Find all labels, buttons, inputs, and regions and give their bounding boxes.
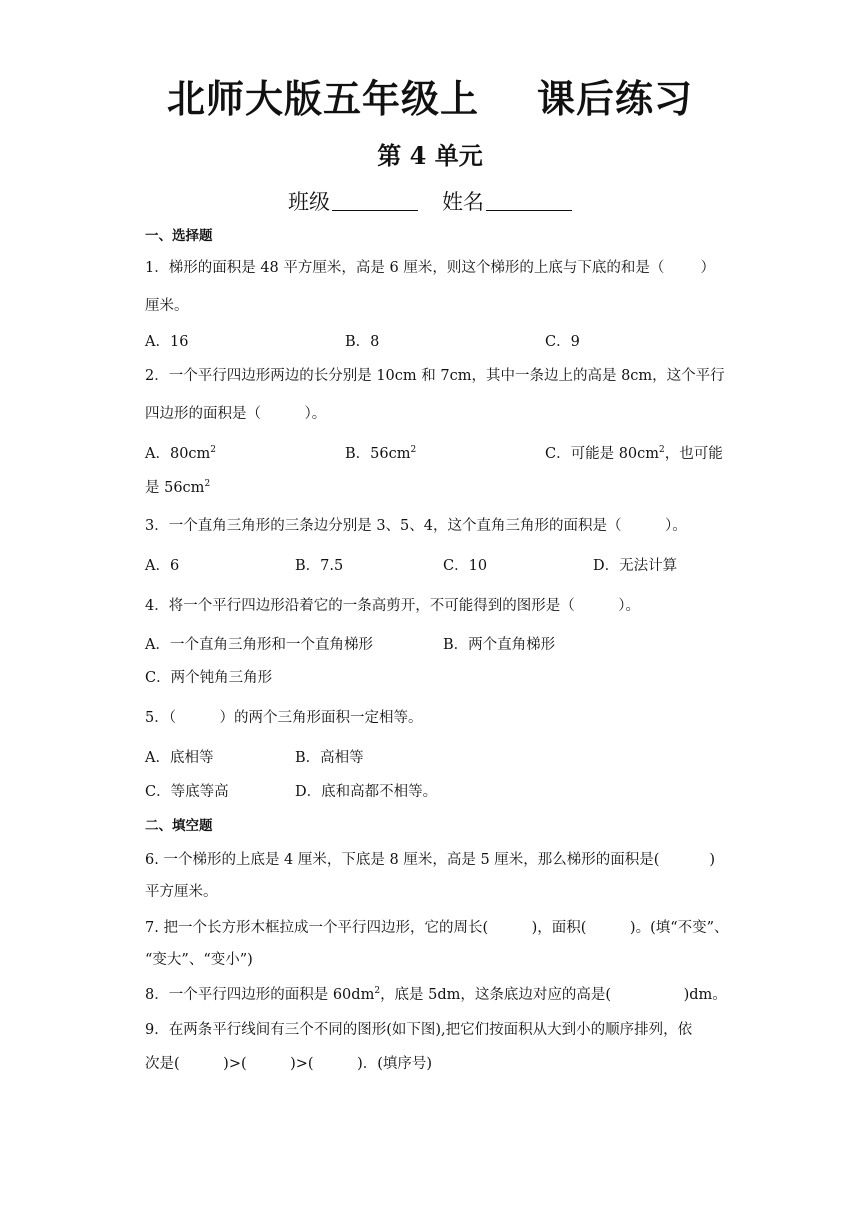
unit-heading: 第 4 单元 [377,141,483,170]
question-4: 4．将一个平行四边形沿着它的一条高剪开，不可能得到的图形是（ ）。 [145,598,640,614]
question-7: 7. 把一个长方形木框拉成一个平行四边形，它的周长( )，面积( )。(填“不变”、 [145,920,729,936]
section-choice-title: 一、选择题 [145,228,213,244]
question-6 [145,850,715,870]
q3-option-b[interactable]: B．7.5 [295,558,344,574]
q5-option-c[interactable]: C．等底等高 [145,784,229,800]
name-blank[interactable] [486,188,572,211]
q3-option-c[interactable]: C．10 [443,558,488,574]
q6-paren-close: ) [709,852,715,868]
q4-option-c[interactable]: C．两个钝角三角形 [145,670,273,686]
question-3: 3．一个直角三角形的三条边分别是 3、5、4，这个直角三角形的面积是（ ）。 [145,518,687,534]
q5-option-d[interactable]: D．底和高都不相等。 [295,784,438,800]
q7-line2: “变大”、“变小”) [145,952,253,968]
q3-option-d[interactable]: D．无法计算 [593,558,678,574]
q6-text: 6. 一个梯形的上底是 4 厘米，下底是 8 厘米，高是 5 厘米，那么梯形的面积是( [145,852,660,868]
class-blank[interactable] [332,188,418,211]
class-label: 班级 [288,190,330,214]
q1-option-a[interactable]: A．16 [145,334,189,350]
q1-option-c[interactable]: C．9 [545,334,580,350]
q4-option-b[interactable]: B．两个直角梯形 [443,637,556,653]
class-name-row [0,186,860,218]
q5-option-b[interactable]: B．高相等 [295,750,364,766]
q4-option-a[interactable]: A．一个直角三角形和一个直角梯形 [145,637,373,653]
title-right: 课后练习 [537,77,694,121]
question-8: 8．一个平行四边形的面积是 $60dm^2$，底是 5dm，这条底边对应的高是( )dm。 [145,986,727,1003]
question-1 [145,258,715,278]
q3-option-a[interactable]: A．6 [145,558,180,574]
name-label: 姓名 [442,190,484,214]
q2-option-c-continued: 是 $56cm^2$ [145,479,211,496]
section-fill-title: 二、填空题 [145,818,213,834]
q2-option-b[interactable]: B．$56cm^2$ [345,445,417,462]
title-left: 北师大版五年级上 [166,77,479,121]
q5-option-a[interactable]: A．底相等 [145,750,214,766]
q9-line2: 次是( )>( )>( )．(填序号) [145,1056,433,1072]
q6-line2: 平方厘米。 [145,884,218,900]
question-5: 5．（ ）的两个三角形面积一定相等。 [145,710,423,726]
q1-option-b[interactable]: B．8 [345,334,380,350]
question-2: 2．一个平行四边形两边的长分别是 10cm 和 7cm，其中一条边上的高是 8cm，这个平行 [145,368,725,384]
worksheet-title [0,72,860,126]
question-9: 9．在两条平行线间有三个不同的图形(如下图),把它们按面积从大到小的顺序排列，依 [145,1022,693,1038]
q1-line2: 厘米。 [145,298,189,314]
q1-text: 1．梯形的面积是 48 平方厘米，高是 6 厘米，则这个梯形的上底与下底的和是（ [145,260,665,276]
q2-option-c[interactable]: C．可能是 $80cm^2$，也可能 [545,445,723,462]
q1-paren-close: ） [700,260,715,276]
q2-line2: 四边形的面积是（ ）。 [145,406,327,422]
q2-option-a[interactable]: A．$80cm^2$ [145,445,217,462]
